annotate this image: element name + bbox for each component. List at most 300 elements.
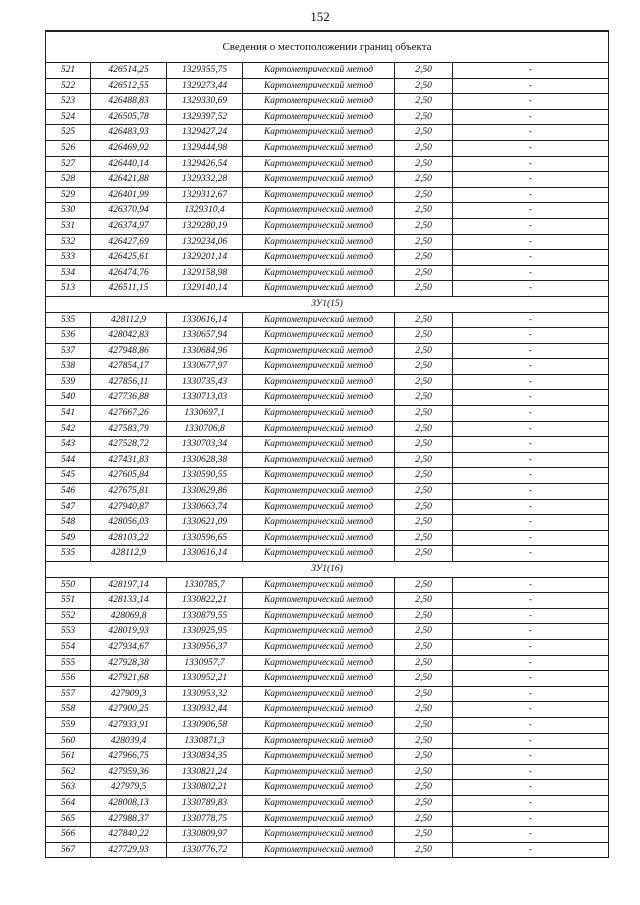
y-coordinate-cell: 1330802,21 (167, 780, 243, 796)
x-coordinate-cell: 427988,37 (91, 811, 167, 827)
x-coordinate-cell: 427909,3 (91, 686, 167, 702)
description-cell: - (453, 811, 609, 827)
table-row (46, 359, 609, 375)
description-cell: - (453, 686, 609, 702)
accuracy-cell: 2,50 (395, 484, 453, 500)
y-coordinate-cell: 1330776,72 (167, 842, 243, 858)
y-coordinate-cell: 1330932,44 (167, 702, 243, 718)
x-coordinate-cell: 427583,79 (91, 421, 167, 437)
y-coordinate-cell: 1329273,44 (167, 78, 243, 94)
y-coordinate-cell: 1329312,67 (167, 187, 243, 203)
table-row (46, 343, 609, 359)
x-coordinate-cell: 427940,87 (91, 499, 167, 515)
table-row (46, 172, 609, 188)
description-cell: - (453, 655, 609, 671)
accuracy-cell: 2,50 (395, 530, 453, 546)
method-cell: Картометрический метод (243, 827, 395, 843)
y-coordinate-cell: 1330821,24 (167, 764, 243, 780)
table-row (46, 624, 609, 640)
point-number-cell: 552 (46, 608, 91, 624)
description-cell: - (453, 406, 609, 422)
x-coordinate-cell: 428133,14 (91, 593, 167, 609)
method-cell: Картометрический метод (243, 686, 395, 702)
x-coordinate-cell: 428039,4 (91, 733, 167, 749)
accuracy-cell: 2,50 (395, 593, 453, 609)
x-coordinate-cell: 426427,69 (91, 234, 167, 250)
accuracy-cell: 2,50 (395, 499, 453, 515)
description-cell: - (453, 421, 609, 437)
point-number-cell: 524 (46, 109, 91, 125)
accuracy-cell: 2,50 (395, 406, 453, 422)
description-cell: - (453, 312, 609, 328)
point-number-cell: 559 (46, 717, 91, 733)
point-number-cell: 548 (46, 515, 91, 531)
description-cell: - (453, 328, 609, 344)
method-cell: Картометрический метод (243, 94, 395, 110)
point-number-cell: 549 (46, 530, 91, 546)
description-cell: - (453, 359, 609, 375)
accuracy-cell: 2,50 (395, 250, 453, 266)
x-coordinate-cell: 426374,97 (91, 218, 167, 234)
table-row (46, 811, 609, 827)
method-cell: Картометрический метод (243, 359, 395, 375)
x-coordinate-cell: 428069,8 (91, 608, 167, 624)
description-cell: - (453, 764, 609, 780)
accuracy-cell: 2,50 (395, 842, 453, 858)
method-cell: Картометрический метод (243, 437, 395, 453)
x-coordinate-cell: 426421,88 (91, 172, 167, 188)
description-cell: - (453, 827, 609, 843)
table-row (46, 608, 609, 624)
x-coordinate-cell: 427528,72 (91, 437, 167, 453)
accuracy-cell: 2,50 (395, 639, 453, 655)
table-row (46, 78, 609, 94)
method-cell: Картометрический метод (243, 265, 395, 281)
table-row (46, 577, 609, 593)
table-body (46, 31, 609, 858)
table-row (46, 702, 609, 718)
description-cell: - (453, 530, 609, 546)
point-number-cell: 535 (46, 312, 91, 328)
y-coordinate-cell: 1330616,14 (167, 546, 243, 562)
accuracy-cell: 2,50 (395, 717, 453, 733)
point-number-cell: 530 (46, 203, 91, 219)
point-number-cell: 539 (46, 374, 91, 390)
x-coordinate-cell: 427900,25 (91, 702, 167, 718)
point-number-cell: 543 (46, 437, 91, 453)
point-number-cell: 533 (46, 250, 91, 266)
point-number-cell: 541 (46, 406, 91, 422)
x-coordinate-cell: 426512,55 (91, 78, 167, 94)
y-coordinate-cell: 1329158,98 (167, 265, 243, 281)
point-number-cell: 564 (46, 795, 91, 811)
x-coordinate-cell: 427921,68 (91, 671, 167, 687)
x-coordinate-cell: 428103,22 (91, 530, 167, 546)
point-number-cell: 566 (46, 827, 91, 843)
method-cell: Картометрический метод (243, 655, 395, 671)
section-header-row (46, 296, 609, 312)
point-number-cell: 555 (46, 655, 91, 671)
accuracy-cell: 2,50 (395, 421, 453, 437)
description-cell: - (453, 499, 609, 515)
x-coordinate-cell: 427854,17 (91, 359, 167, 375)
x-coordinate-cell: 426488,83 (91, 94, 167, 110)
accuracy-cell: 2,50 (395, 328, 453, 344)
accuracy-cell: 2,50 (395, 203, 453, 219)
y-coordinate-cell: 1330616,14 (167, 312, 243, 328)
method-cell: Картометрический метод (243, 749, 395, 765)
table-row (46, 109, 609, 125)
point-number-cell: 522 (46, 78, 91, 94)
description-cell: - (453, 63, 609, 79)
description-cell: - (453, 795, 609, 811)
method-cell: Картометрический метод (243, 234, 395, 250)
x-coordinate-cell: 428008,13 (91, 795, 167, 811)
x-coordinate-cell: 427934,67 (91, 639, 167, 655)
x-coordinate-cell: 427431,83 (91, 452, 167, 468)
description-cell: - (453, 203, 609, 219)
description-cell: - (453, 639, 609, 655)
y-coordinate-cell: 1330628,38 (167, 452, 243, 468)
accuracy-cell: 2,50 (395, 94, 453, 110)
table-row (46, 281, 609, 297)
description-cell: - (453, 577, 609, 593)
method-cell: Картометрический метод (243, 374, 395, 390)
method-cell: Картометрический метод (243, 671, 395, 687)
x-coordinate-cell: 427729,93 (91, 842, 167, 858)
method-cell: Картометрический метод (243, 328, 395, 344)
table-row (46, 437, 609, 453)
accuracy-cell: 2,50 (395, 749, 453, 765)
accuracy-cell: 2,50 (395, 156, 453, 172)
description-cell: - (453, 140, 609, 156)
point-number-cell: 546 (46, 484, 91, 500)
table-row (46, 780, 609, 796)
point-number-cell: 532 (46, 234, 91, 250)
accuracy-cell: 2,50 (395, 109, 453, 125)
table-row (46, 842, 609, 858)
y-coordinate-cell: 1329201,14 (167, 250, 243, 266)
y-coordinate-cell: 1330956,37 (167, 639, 243, 655)
y-coordinate-cell: 1329355,75 (167, 63, 243, 79)
description-cell: - (453, 842, 609, 858)
x-coordinate-cell: 427959,36 (91, 764, 167, 780)
method-cell: Картометрический метод (243, 577, 395, 593)
description-cell: - (453, 250, 609, 266)
section-header-row (46, 562, 609, 578)
x-coordinate-cell: 426514,25 (91, 63, 167, 79)
method-cell: Картометрический метод (243, 343, 395, 359)
table-row (46, 468, 609, 484)
method-cell: Картометрический метод (243, 109, 395, 125)
y-coordinate-cell: 1330871,3 (167, 733, 243, 749)
method-cell: Картометрический метод (243, 406, 395, 422)
table-row (46, 749, 609, 765)
description-cell: - (453, 265, 609, 281)
accuracy-cell: 2,50 (395, 218, 453, 234)
table-row (46, 203, 609, 219)
accuracy-cell: 2,50 (395, 577, 453, 593)
table-row (46, 593, 609, 609)
y-coordinate-cell: 1329280,19 (167, 218, 243, 234)
description-cell: - (453, 484, 609, 500)
y-coordinate-cell: 1330629,86 (167, 484, 243, 500)
y-coordinate-cell: 1330706,8 (167, 421, 243, 437)
table-row (46, 671, 609, 687)
point-number-cell: 565 (46, 811, 91, 827)
description-cell: - (453, 187, 609, 203)
accuracy-cell: 2,50 (395, 468, 453, 484)
x-coordinate-cell: 428112,9 (91, 546, 167, 562)
table-row (46, 312, 609, 328)
description-cell: - (453, 624, 609, 640)
method-cell: Картометрический метод (243, 780, 395, 796)
accuracy-cell: 2,50 (395, 63, 453, 79)
table-row (46, 374, 609, 390)
y-coordinate-cell: 1329234,06 (167, 234, 243, 250)
accuracy-cell: 2,50 (395, 515, 453, 531)
method-cell: Картометрический метод (243, 156, 395, 172)
method-cell: Картометрический метод (243, 733, 395, 749)
y-coordinate-cell: 1330778,75 (167, 811, 243, 827)
table-row (46, 265, 609, 281)
accuracy-cell: 2,50 (395, 187, 453, 203)
x-coordinate-cell: 426511,15 (91, 281, 167, 297)
method-cell: Картометрический метод (243, 281, 395, 297)
description-cell: - (453, 733, 609, 749)
accuracy-cell: 2,50 (395, 374, 453, 390)
table-row (46, 187, 609, 203)
description-cell: - (453, 608, 609, 624)
y-coordinate-cell: 1329310,4 (167, 203, 243, 219)
point-number-cell: 528 (46, 172, 91, 188)
method-cell: Картометрический метод (243, 764, 395, 780)
y-coordinate-cell: 1329330,69 (167, 94, 243, 110)
table-row (46, 452, 609, 468)
description-cell: - (453, 218, 609, 234)
accuracy-cell: 2,50 (395, 343, 453, 359)
table-row (46, 733, 609, 749)
accuracy-cell: 2,50 (395, 265, 453, 281)
table-row (46, 484, 609, 500)
x-coordinate-cell: 427856,11 (91, 374, 167, 390)
accuracy-cell: 2,50 (395, 608, 453, 624)
table-row (46, 655, 609, 671)
accuracy-cell: 2,50 (395, 172, 453, 188)
table-row (46, 218, 609, 234)
x-coordinate-cell: 427966,75 (91, 749, 167, 765)
point-number-cell: 531 (46, 218, 91, 234)
method-cell: Картометрический метод (243, 172, 395, 188)
method-cell: Картометрический метод (243, 452, 395, 468)
method-cell: Картометрический метод (243, 639, 395, 655)
point-number-cell: 535 (46, 546, 91, 562)
accuracy-cell: 2,50 (395, 359, 453, 375)
description-cell: - (453, 125, 609, 141)
table-row (46, 530, 609, 546)
accuracy-cell: 2,50 (395, 686, 453, 702)
y-coordinate-cell: 1330657,94 (167, 328, 243, 344)
y-coordinate-cell: 1330957,7 (167, 655, 243, 671)
accuracy-cell: 2,50 (395, 437, 453, 453)
x-coordinate-cell: 426440,14 (91, 156, 167, 172)
page-number: 152 (310, 9, 330, 24)
point-number-cell: 551 (46, 593, 91, 609)
accuracy-cell: 2,50 (395, 655, 453, 671)
description-cell: - (453, 702, 609, 718)
method-cell: Картометрический метод (243, 250, 395, 266)
point-number-cell: 562 (46, 764, 91, 780)
method-cell: Картометрический метод (243, 468, 395, 484)
point-number-cell: 527 (46, 156, 91, 172)
x-coordinate-cell: 427736,88 (91, 390, 167, 406)
accuracy-cell: 2,50 (395, 78, 453, 94)
table-row (46, 390, 609, 406)
method-cell: Картометрический метод (243, 218, 395, 234)
y-coordinate-cell: 1330713,03 (167, 390, 243, 406)
point-number-cell: 529 (46, 187, 91, 203)
description-cell: - (453, 234, 609, 250)
y-coordinate-cell: 1330735,43 (167, 374, 243, 390)
description-cell: - (453, 109, 609, 125)
accuracy-cell: 2,50 (395, 827, 453, 843)
accuracy-cell: 2,50 (395, 733, 453, 749)
y-coordinate-cell: 1330677,97 (167, 359, 243, 375)
table-row (46, 125, 609, 141)
point-number-cell: 537 (46, 343, 91, 359)
description-cell: - (453, 546, 609, 562)
y-coordinate-cell: 1330834,35 (167, 749, 243, 765)
y-coordinate-cell: 1330822,21 (167, 593, 243, 609)
method-cell: Картометрический метод (243, 63, 395, 79)
description-cell: - (453, 156, 609, 172)
method-cell: Картометрический метод (243, 484, 395, 500)
table-row (46, 140, 609, 156)
description-cell: - (453, 281, 609, 297)
method-cell: Картометрический метод (243, 390, 395, 406)
table-row (46, 499, 609, 515)
method-cell: Картометрический метод (243, 546, 395, 562)
table-row (46, 827, 609, 843)
description-cell: - (453, 452, 609, 468)
y-coordinate-cell: 1329140,14 (167, 281, 243, 297)
accuracy-cell: 2,50 (395, 702, 453, 718)
table-row (46, 156, 609, 172)
accuracy-cell: 2,50 (395, 452, 453, 468)
accuracy-cell: 2,50 (395, 390, 453, 406)
accuracy-cell: 2,50 (395, 764, 453, 780)
x-coordinate-cell: 428019,93 (91, 624, 167, 640)
accuracy-cell: 2,50 (395, 624, 453, 640)
accuracy-cell: 2,50 (395, 671, 453, 687)
accuracy-cell: 2,50 (395, 281, 453, 297)
description-cell: - (453, 94, 609, 110)
description-cell: - (453, 671, 609, 687)
y-coordinate-cell: 1329397,52 (167, 109, 243, 125)
method-cell: Картометрический метод (243, 842, 395, 858)
description-cell: - (453, 515, 609, 531)
point-number-cell: 550 (46, 577, 91, 593)
y-coordinate-cell: 1330952,21 (167, 671, 243, 687)
method-cell: Картометрический метод (243, 187, 395, 203)
accuracy-cell: 2,50 (395, 234, 453, 250)
table-row (46, 63, 609, 79)
x-coordinate-cell: 428112,9 (91, 312, 167, 328)
method-cell: Картометрический метод (243, 624, 395, 640)
method-cell: Картометрический метод (243, 312, 395, 328)
method-cell: Картометрический метод (243, 608, 395, 624)
boundary-coordinates-table (45, 30, 609, 858)
y-coordinate-cell: 1330684,96 (167, 343, 243, 359)
x-coordinate-cell: 427667,26 (91, 406, 167, 422)
point-number-cell: 553 (46, 624, 91, 640)
point-number-cell: 526 (46, 140, 91, 156)
description-cell: - (453, 468, 609, 484)
accuracy-cell: 2,50 (395, 312, 453, 328)
point-number-cell: 521 (46, 63, 91, 79)
description-cell: - (453, 593, 609, 609)
point-number-cell: 561 (46, 749, 91, 765)
accuracy-cell: 2,50 (395, 780, 453, 796)
y-coordinate-cell: 1330789,83 (167, 795, 243, 811)
x-coordinate-cell: 427605,84 (91, 468, 167, 484)
description-cell: - (453, 437, 609, 453)
point-number-cell: 560 (46, 733, 91, 749)
y-coordinate-cell: 1330697,1 (167, 406, 243, 422)
method-cell: Картометрический метод (243, 515, 395, 531)
method-cell: Картометрический метод (243, 795, 395, 811)
section-label: ЗУ1(15) (46, 296, 609, 312)
table-row (46, 234, 609, 250)
method-cell: Картометрический метод (243, 78, 395, 94)
x-coordinate-cell: 427933,91 (91, 717, 167, 733)
point-number-cell: 556 (46, 671, 91, 687)
table-row (46, 250, 609, 266)
y-coordinate-cell: 1329427,24 (167, 125, 243, 141)
table-row (46, 421, 609, 437)
y-coordinate-cell: 1330785,7 (167, 577, 243, 593)
y-coordinate-cell: 1330925,95 (167, 624, 243, 640)
table-row (46, 717, 609, 733)
description-cell: - (453, 749, 609, 765)
point-number-cell: 558 (46, 702, 91, 718)
point-number-cell: 547 (46, 499, 91, 515)
section-label: ЗУ1(16) (46, 562, 609, 578)
x-coordinate-cell: 427979,5 (91, 780, 167, 796)
point-number-cell: 563 (46, 780, 91, 796)
method-cell: Картометрический метод (243, 811, 395, 827)
point-number-cell: 536 (46, 328, 91, 344)
description-cell: - (453, 390, 609, 406)
y-coordinate-cell: 1330703,34 (167, 437, 243, 453)
point-number-cell: 513 (46, 281, 91, 297)
x-coordinate-cell: 426483,93 (91, 125, 167, 141)
y-coordinate-cell: 1329426,54 (167, 156, 243, 172)
method-cell: Картометрический метод (243, 499, 395, 515)
x-coordinate-cell: 428056,03 (91, 515, 167, 531)
point-number-cell: 544 (46, 452, 91, 468)
accuracy-cell: 2,50 (395, 125, 453, 141)
table-row (46, 764, 609, 780)
description-cell: - (453, 172, 609, 188)
y-coordinate-cell: 1329332,28 (167, 172, 243, 188)
accuracy-cell: 2,50 (395, 795, 453, 811)
x-coordinate-cell: 428042,83 (91, 328, 167, 344)
method-cell: Картометрический метод (243, 530, 395, 546)
point-number-cell: 538 (46, 359, 91, 375)
x-coordinate-cell: 428197,14 (91, 577, 167, 593)
x-coordinate-cell: 426505,78 (91, 109, 167, 125)
